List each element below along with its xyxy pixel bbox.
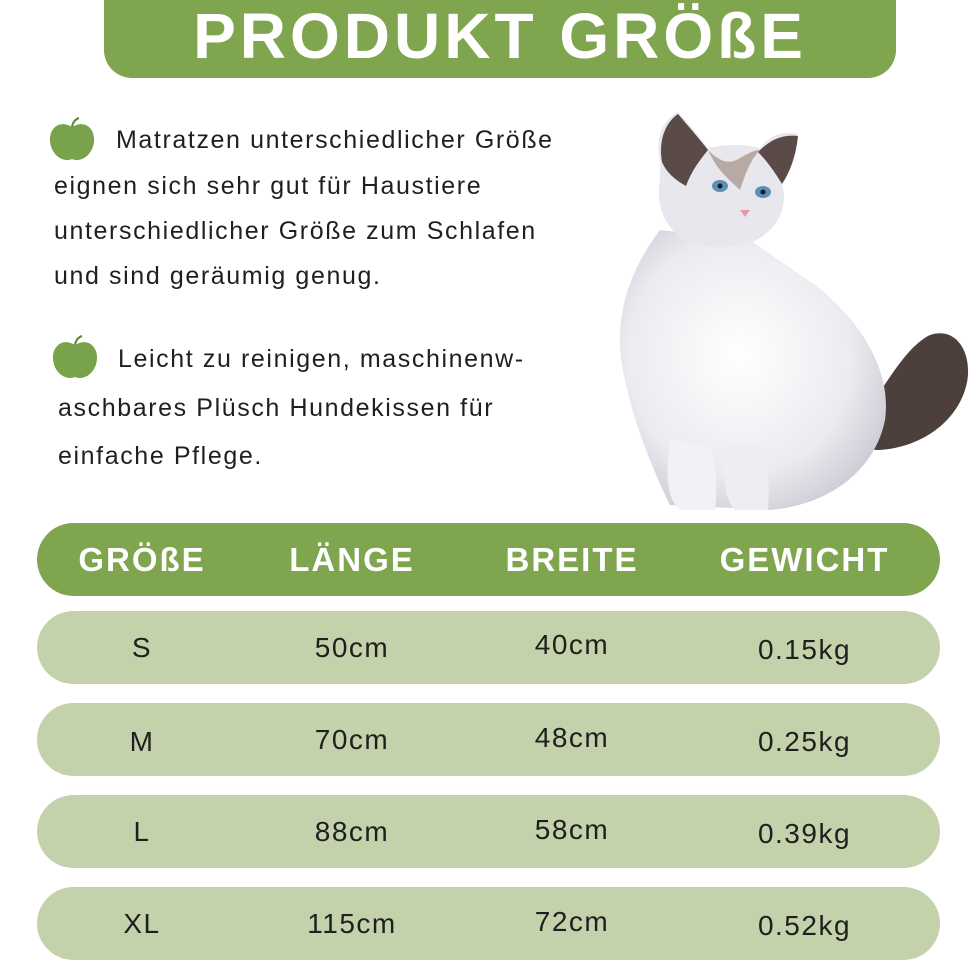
bullet-2-line-2: aschbares Plüsch Hundekissen für — [58, 394, 495, 422]
header-width: BREITE — [505, 541, 639, 578]
cell-size: XL — [123, 908, 161, 939]
header-size: GRÖßE — [78, 541, 206, 578]
header-weight: GEWICHT — [719, 541, 890, 578]
cell-width: 48cm — [534, 722, 610, 753]
table-row — [37, 795, 940, 868]
bullet-1-line-1: Matratzen unterschiedlicher Größe — [116, 126, 554, 154]
apple-icon — [47, 117, 97, 163]
cell-width: 72cm — [534, 906, 610, 937]
cell-size: L — [133, 816, 151, 847]
cell-weight: 0.52kg — [757, 910, 852, 941]
bullet-1-line-2: eignen sich sehr gut für Haustiere — [54, 172, 483, 200]
cell-length: 50cm — [314, 632, 390, 663]
cell-length: 115cm — [307, 908, 397, 939]
size-table-header — [37, 523, 940, 596]
apple-icon — [50, 335, 100, 381]
bullet-2-line-3: einfache Pflege. — [58, 442, 263, 470]
table-row — [37, 887, 940, 960]
header-banner — [104, 0, 896, 78]
cell-length: 70cm — [314, 724, 390, 755]
page-title: PRODUKT GRÖßE — [193, 0, 807, 72]
header-length: LÄNGE — [289, 541, 415, 578]
cell-size: S — [131, 632, 153, 663]
cell-width: 58cm — [534, 814, 610, 845]
cell-weight: 0.15kg — [757, 634, 852, 665]
bullet-1-line-4: und sind geräumig genug. — [54, 262, 382, 290]
bullet-2-line-1: Leicht zu reinigen, maschinenw- — [118, 345, 525, 373]
cell-weight: 0.39kg — [757, 818, 852, 849]
cell-weight: 0.25kg — [757, 726, 852, 757]
cell-width: 40cm — [534, 629, 610, 660]
table-row — [37, 611, 940, 684]
cell-length: 88cm — [314, 816, 390, 847]
cell-size: M — [129, 726, 155, 757]
bullet-1-line-3: unterschiedlicher Größe zum Schlafen — [54, 217, 537, 245]
table-row — [37, 703, 940, 776]
cat-photo — [600, 100, 980, 520]
